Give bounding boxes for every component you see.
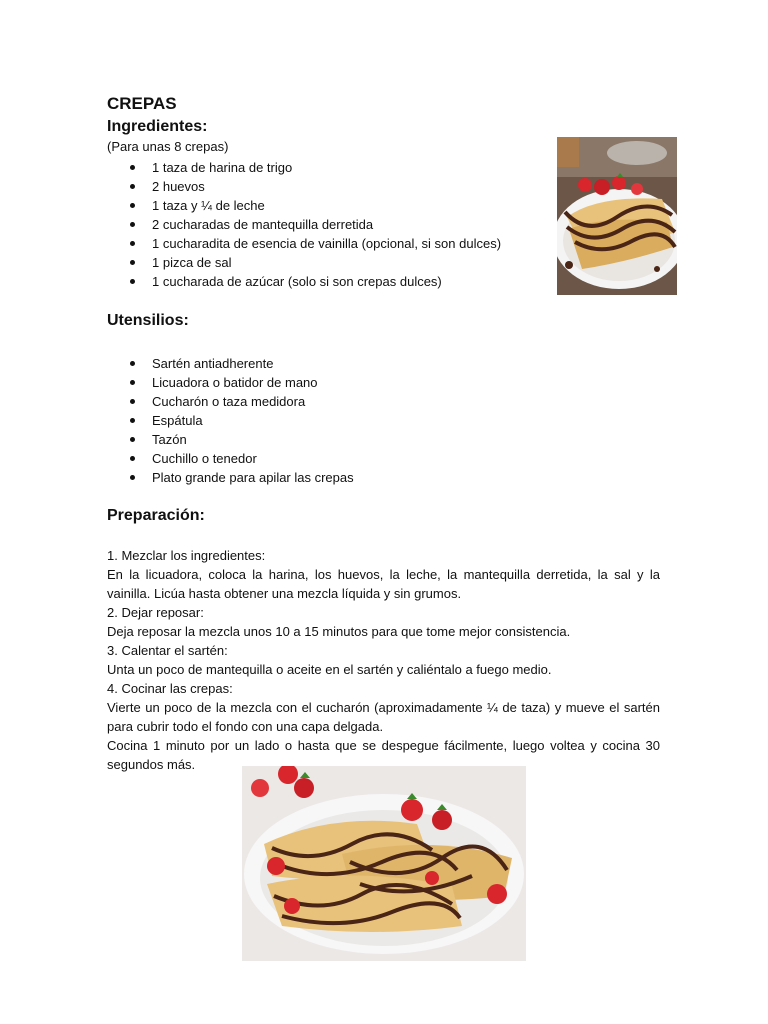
bullet-icon (130, 184, 135, 189)
servings-note: (Para unas 8 crepas) (107, 139, 229, 154)
page-title: CREPAS (107, 94, 177, 113)
list-item: Cuchillo o tenedor (107, 449, 354, 468)
step-text: Cocina 1 minuto por un lado o hasta que se despegue fácilmente, luego voltea y cocina 30 segundos más. (107, 738, 660, 772)
bullet-icon (130, 279, 135, 284)
list-item: Tazón (107, 430, 354, 449)
ingredients-heading: Ingredientes: (107, 118, 208, 135)
bullet-icon (130, 165, 135, 170)
step-text: Unta un poco de mantequilla o aceite en el sartén y caliéntalo a fuego medio. (107, 662, 552, 677)
step-title: 3. Calentar el sartén: (107, 643, 228, 658)
list-item: Sartén antiadherente (107, 354, 354, 373)
bullet-icon (130, 418, 135, 423)
utensils-list (107, 354, 354, 487)
list-item: 1 cucharada de azúcar (solo si son crepas dulces) (107, 272, 501, 291)
list-item: Cucharón o taza medidora (107, 392, 354, 411)
step-title: 4. Cocinar las crepas: (107, 681, 233, 696)
step-title: 1. Mezclar los ingredientes: (107, 548, 266, 563)
list-item: Licuadora o batidor de mano (107, 373, 354, 392)
preparation-heading: Preparación: (107, 507, 205, 524)
utensils-heading: Utensilios: (107, 312, 189, 329)
list-item: 2 huevos (107, 177, 501, 196)
crepes-photo-large (242, 766, 526, 961)
bullet-icon (130, 260, 135, 265)
crepes-photo-small (557, 137, 677, 295)
bullet-icon (130, 203, 135, 208)
list-item: 2 cucharadas de mantequilla derretida (107, 215, 501, 234)
bullet-icon (130, 456, 135, 461)
bullet-icon (130, 475, 135, 480)
bullet-icon (130, 437, 135, 442)
bullet-icon (130, 380, 135, 385)
list-item: Plato grande para apilar las crepas (107, 468, 354, 487)
bullet-icon (130, 361, 135, 366)
list-item: 1 cucharadita de esencia de vainilla (opcional, si son dulces) (107, 234, 501, 253)
list-item: Espátula (107, 411, 354, 430)
step-text: En la licuadora, coloca la harina, los huevos, la leche, la mantequilla derretida, la sal y la vainilla. Licúa hasta obtener una mezcla líquida y sin grumos. (107, 567, 660, 601)
step-text: Vierte un poco de la mezcla con el cucharón (aproximadamente ¼ de taza) y mueve el sartén para cubrir todo el fondo con una capa delgada. (107, 700, 660, 734)
bullet-icon (130, 399, 135, 404)
step-title: 2. Dejar reposar: (107, 605, 204, 620)
bullet-icon (130, 222, 135, 227)
ingredients-list (107, 158, 501, 291)
list-item: 1 taza y ¼ de leche (107, 196, 501, 215)
preparation-steps (107, 546, 660, 774)
list-item: 1 pizca de sal (107, 253, 501, 272)
step-text: Deja reposar la mezcla unos 10 a 15 minutos para que tome mejor consistencia. (107, 624, 571, 639)
bullet-icon (130, 241, 135, 246)
list-item: 1 taza de harina de trigo (107, 158, 501, 177)
